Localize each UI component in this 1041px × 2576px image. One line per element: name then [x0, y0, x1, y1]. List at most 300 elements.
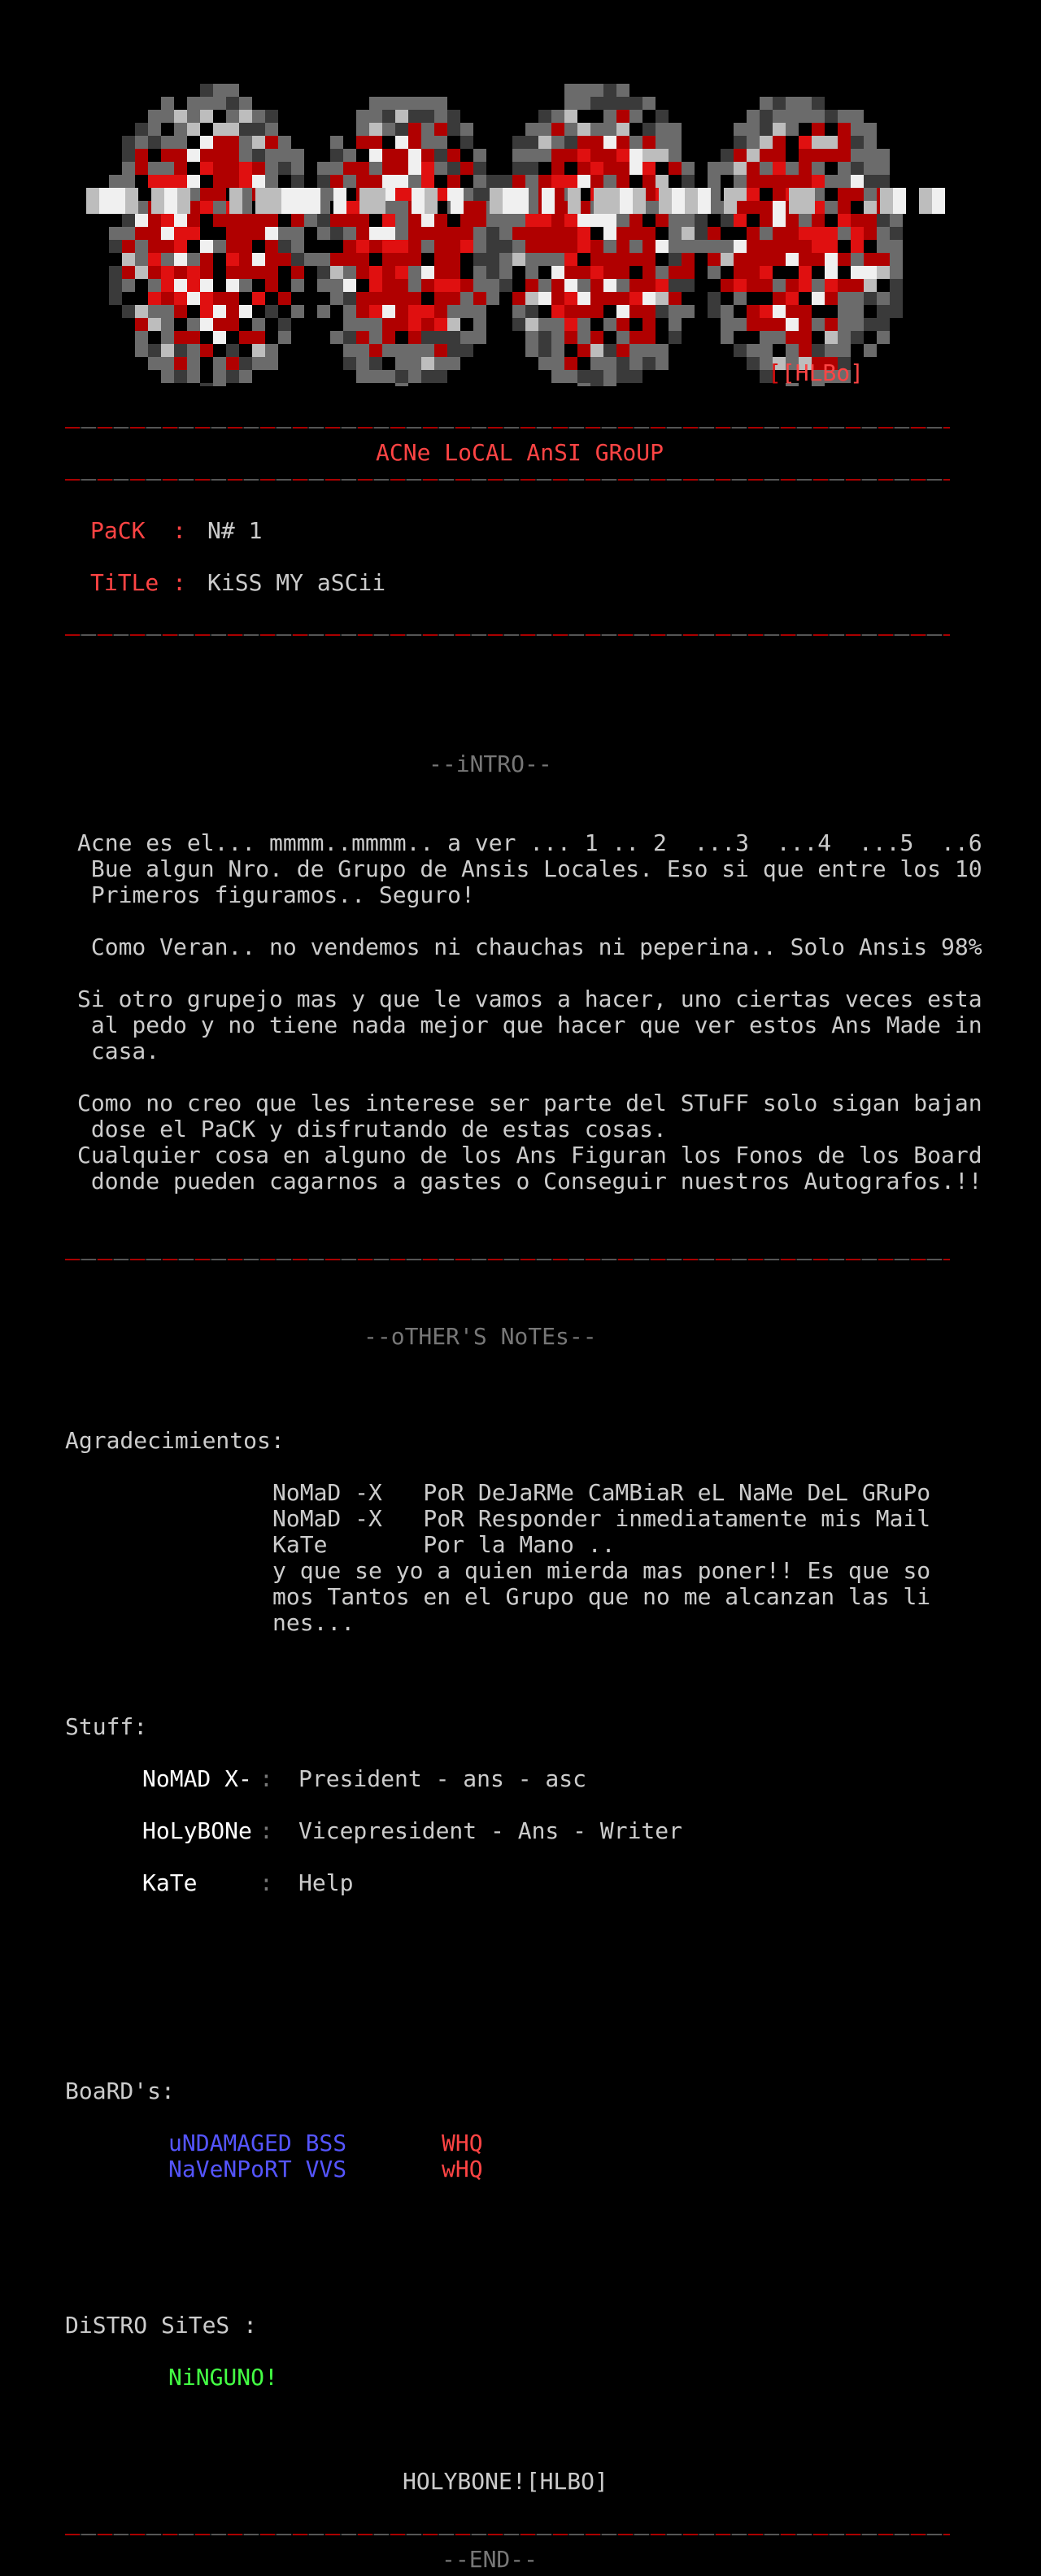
logo-pixel — [356, 331, 369, 344]
logo-pixel — [460, 292, 473, 305]
logo-pixel — [616, 97, 629, 110]
logo-pixel — [434, 357, 447, 370]
logo-pixel — [434, 370, 447, 383]
stuff-separator: : — [259, 1869, 273, 1896]
logo-pixel — [200, 344, 213, 357]
logo-pixel — [877, 292, 890, 305]
logo-pixel — [213, 84, 226, 97]
logo-pixel — [473, 188, 486, 201]
logo-pixel — [135, 266, 148, 279]
logo-pixel — [213, 318, 226, 331]
logo-pixel — [799, 279, 812, 292]
logo-pixel — [603, 318, 616, 331]
logo-pixel — [642, 162, 656, 175]
logo-pixel — [721, 331, 734, 344]
logo-pixel — [187, 266, 200, 279]
logo-pixel — [864, 136, 877, 149]
logo-pixel — [421, 357, 434, 370]
logo-pixel — [382, 123, 395, 136]
logo-pixel — [187, 344, 200, 357]
logo-pixel — [669, 162, 682, 175]
logo-pixel — [291, 149, 304, 162]
logo-pixel — [200, 136, 213, 149]
logo-pixel — [382, 253, 395, 266]
logo-pixel — [278, 318, 291, 331]
logo-pixel — [682, 305, 695, 318]
logo-pixel — [799, 266, 812, 279]
logo-pixel — [187, 123, 200, 136]
logo-pixel — [460, 227, 473, 240]
logo-pixel — [512, 214, 525, 227]
logo-pixel — [265, 110, 278, 123]
logo-pixel — [890, 292, 903, 305]
logo-pixel — [252, 331, 265, 344]
logo-pixel — [629, 110, 642, 123]
logo-pixel — [112, 188, 125, 214]
logo-pixel — [174, 292, 187, 305]
logo-pixel — [851, 188, 864, 201]
logo-pixel — [616, 123, 629, 136]
logo-pixel — [851, 175, 864, 188]
logo-pixel — [551, 292, 564, 305]
logo-pixel — [421, 344, 434, 357]
logo-pixel — [669, 331, 682, 344]
end-marker: --END-- — [442, 2546, 538, 2573]
logo-pixel — [616, 162, 629, 175]
logo-pixel — [642, 266, 656, 279]
acne-logo-art — [57, 45, 960, 386]
logo-pixel — [564, 123, 577, 136]
logo-pixel — [486, 292, 499, 305]
logo-pixel — [473, 240, 486, 253]
logo-pixel — [551, 344, 564, 357]
logo-pixel — [408, 318, 421, 331]
logo-pixel — [864, 175, 877, 188]
logo-pixel — [200, 266, 213, 279]
logo-pixel — [447, 292, 460, 305]
logo-pixel — [747, 357, 760, 370]
logo-pixel — [213, 175, 226, 188]
logo-pixel — [187, 331, 200, 344]
logo-pixel — [213, 97, 226, 110]
logo-pixel — [577, 97, 590, 110]
logo-pixel — [226, 253, 239, 266]
logo-pixel — [812, 253, 825, 266]
logo-pixel — [278, 162, 291, 175]
logo-pixel — [369, 331, 382, 344]
logo-pixel — [721, 305, 734, 318]
logo-pixel — [799, 240, 812, 253]
logo-pixel — [512, 227, 525, 240]
logo-pixel — [802, 188, 815, 214]
divider — [65, 427, 950, 429]
logo-pixel — [434, 344, 447, 357]
logo-pixel — [421, 331, 434, 344]
title-label-text: TiTLe : — [90, 569, 187, 596]
logo-pixel — [642, 123, 656, 136]
logo-pixel — [421, 162, 434, 175]
logo-pixel — [616, 344, 629, 357]
logo-pixel — [421, 136, 434, 149]
logo-pixel — [213, 214, 226, 227]
logo-pixel — [542, 188, 555, 214]
logo-pixel — [265, 149, 278, 162]
logo-pixel — [616, 357, 629, 370]
logo-pixel — [252, 344, 265, 357]
logo-pixel — [695, 214, 708, 227]
logo-pixel — [291, 240, 304, 253]
logo-pixel — [473, 214, 486, 227]
logo-pixel — [408, 136, 421, 149]
logo-pixel — [408, 149, 421, 162]
logo-pixel — [473, 201, 486, 214]
logo-pixel — [616, 266, 629, 279]
logo-pixel — [200, 305, 213, 318]
logo-pixel — [799, 344, 812, 357]
stuff-label: Stuff: — [65, 1713, 148, 1740]
logo-pixel — [851, 214, 864, 227]
logo-pixel — [408, 110, 421, 123]
logo-pixel — [551, 305, 564, 318]
logo-pixel — [174, 266, 187, 279]
logo-pixel — [447, 357, 460, 370]
logo-pixel — [372, 188, 385, 214]
logo-pixel — [838, 149, 851, 162]
logo-pixel — [499, 279, 512, 292]
logo-pixel — [486, 214, 499, 227]
logo-pixel — [174, 175, 187, 188]
logo-pixel — [252, 149, 265, 162]
logo-pixel — [239, 266, 252, 279]
logo-pixel — [932, 188, 945, 214]
group-title: ACNe LoCAL AnSI GRoUP — [376, 439, 664, 466]
logo-pixel — [200, 383, 213, 386]
logo-pixel — [616, 305, 629, 318]
logo-pixel — [226, 370, 239, 383]
logo-pixel — [447, 253, 460, 266]
logo-pixel — [161, 149, 174, 162]
logo-pixel — [760, 214, 773, 227]
logo-pixel — [187, 110, 200, 123]
logo-pixel — [590, 266, 603, 279]
logo-pixel — [838, 253, 851, 266]
logo-pixel — [125, 188, 138, 214]
logo-pixel — [747, 110, 760, 123]
logo-pixel — [812, 292, 825, 305]
logo-pixel — [200, 97, 213, 110]
logo-pixel — [187, 279, 200, 292]
logo-pixel — [682, 266, 695, 279]
logo-pixel — [109, 227, 122, 240]
distro-value: NiNGUNO! — [168, 2364, 278, 2391]
logo-pixel — [294, 188, 307, 214]
logo-pixel — [890, 214, 903, 227]
text-line: nes... — [272, 1609, 355, 1636]
logo-pixel — [148, 123, 161, 136]
logo-pixel — [252, 123, 265, 136]
logo-pixel — [786, 162, 799, 175]
logo-pixel — [734, 344, 747, 357]
logo-pixel — [447, 149, 460, 162]
logo-pixel — [851, 162, 864, 175]
logo-pixel — [343, 331, 356, 344]
title-value: KiSS MY aSCii — [207, 569, 386, 596]
logo-pixel — [669, 136, 682, 149]
logo-pixel — [669, 227, 682, 240]
logo-pixel — [538, 240, 551, 253]
logo-pixel — [434, 266, 447, 279]
logo-pixel — [538, 123, 551, 136]
logo-pixel — [382, 149, 395, 162]
logo-pixel — [356, 318, 369, 331]
logo-pixel — [356, 214, 369, 227]
logo-pixel — [864, 318, 877, 331]
logo-pixel — [395, 357, 408, 370]
logo-pixel — [174, 253, 187, 266]
logo-pixel — [369, 357, 382, 370]
logo-pixel — [278, 253, 291, 266]
intro-heading: --iNTRO-- — [429, 751, 552, 777]
logo-pixel — [838, 175, 851, 188]
logo-pixel — [486, 253, 499, 266]
logo-pixel — [330, 175, 343, 188]
logo-pixel — [200, 253, 213, 266]
logo-pixel — [682, 240, 695, 253]
logo-pixel — [747, 318, 760, 331]
logo-pixel — [721, 318, 734, 331]
logo-pixel — [773, 162, 786, 175]
logo-pixel — [568, 188, 581, 214]
logo-pixel — [551, 149, 564, 162]
logo-pixel — [799, 318, 812, 331]
logo-pixel — [616, 370, 629, 383]
logo-pixel — [265, 162, 278, 175]
logo-pixel — [369, 149, 382, 162]
logo-pixel — [317, 162, 330, 175]
logo-pixel — [265, 279, 278, 292]
logo-pixel — [447, 162, 460, 175]
logo-pixel — [473, 331, 486, 344]
logo-pixel — [864, 266, 877, 279]
logo-pixel — [265, 253, 278, 266]
logo-pixel — [252, 266, 265, 279]
logo-pixel — [525, 175, 538, 188]
stuff-role: Help — [298, 1869, 354, 1896]
logo-pixel — [213, 383, 226, 386]
logo-pixel — [642, 331, 656, 344]
logo-pixel — [577, 305, 590, 318]
logo-pixel — [122, 266, 135, 279]
logo-pixel — [226, 357, 239, 370]
logo-pixel — [122, 279, 135, 292]
logo-pixel — [760, 344, 773, 357]
logo-pixel — [252, 214, 265, 227]
logo-pixel — [603, 383, 616, 386]
logo-pixel — [395, 136, 408, 149]
logo-pixel — [161, 162, 174, 175]
logo-pixel — [564, 175, 577, 188]
logo-pixel — [525, 279, 538, 292]
logo-pixel — [590, 84, 603, 97]
logo-pixel — [408, 123, 421, 136]
logo-pixel — [734, 292, 747, 305]
logo-pixel — [564, 279, 577, 292]
logo-pixel — [135, 344, 148, 357]
logo-pixel — [135, 149, 148, 162]
logo-pixel — [799, 149, 812, 162]
logo-pixel — [434, 162, 447, 175]
logo-pixel — [395, 305, 408, 318]
logo-pixel — [838, 279, 851, 292]
logo-pixel — [698, 188, 711, 214]
logo-pixel — [291, 253, 304, 266]
logo-pixel — [629, 240, 642, 253]
logo-pixel — [161, 240, 174, 253]
text-line: Si otro grupejo mas y que le vamos a hacer, uno ciertas veces esta — [77, 986, 982, 1012]
logo-pixel — [577, 214, 590, 227]
logo-pixel — [590, 162, 603, 175]
logo-pixel — [642, 279, 656, 292]
logo-pixel — [893, 188, 906, 214]
logo-pixel — [577, 240, 590, 253]
logo-pixel — [747, 136, 760, 149]
logo-pixel — [434, 253, 447, 266]
logo-pixel — [408, 344, 421, 357]
logo-pixel — [382, 175, 395, 188]
divider — [65, 1259, 950, 1260]
logo-pixel — [551, 370, 564, 383]
logo-pixel — [890, 279, 903, 292]
logo-pixel — [408, 175, 421, 188]
logo-pixel — [122, 136, 135, 149]
logo-pixel — [838, 110, 851, 123]
logo-pixel — [516, 188, 529, 214]
logo-pixel — [109, 240, 122, 253]
logo-pixel — [551, 123, 564, 136]
logo-pixel — [877, 227, 890, 240]
logo-pixel — [786, 175, 799, 188]
logo-pixel — [447, 318, 460, 331]
logo-pixel — [603, 149, 616, 162]
logo-pixel — [786, 227, 799, 240]
logo-pixel — [226, 136, 239, 149]
logo-pixel — [825, 240, 838, 253]
logo-pixel — [499, 175, 512, 188]
logo-pixel — [890, 266, 903, 279]
pack-label-text: PaCK : — [90, 517, 187, 544]
logo-pixel — [434, 318, 447, 331]
logo-pixel — [343, 357, 356, 370]
text-line: Bue algun Nro. de Grupo de Ansis Locales. Eso si que entre los 10 — [77, 855, 982, 882]
logo-pixel — [864, 253, 877, 266]
logo-pixel — [773, 175, 786, 188]
logo-pixel — [499, 253, 512, 266]
logo-pixel — [747, 162, 760, 175]
logo-pixel — [773, 110, 786, 123]
logo-pixel — [603, 162, 616, 175]
logo-pixel — [525, 162, 538, 175]
logo-pixel — [486, 240, 499, 253]
logo-pixel — [525, 266, 538, 279]
logo-pixel — [682, 214, 695, 227]
logo-pixel — [265, 357, 278, 370]
logo-pixel — [577, 370, 590, 383]
logo-pixel — [642, 149, 656, 162]
logo-pixel — [616, 240, 629, 253]
logo-pixel — [278, 149, 291, 162]
logo-pixel — [747, 188, 760, 201]
logo-pixel — [239, 110, 252, 123]
logo-pixel — [395, 110, 408, 123]
logo-pixel — [864, 123, 877, 136]
logo-pixel — [395, 162, 408, 175]
logo-pixel — [395, 383, 408, 386]
logo-pixel — [460, 279, 473, 292]
logo-pixel — [812, 279, 825, 292]
text-line: al pedo y no tiene nada mejor que hacer que ver estos Ans Made in — [77, 1012, 982, 1038]
logo-pixel — [343, 162, 356, 175]
logo-pixel — [590, 279, 603, 292]
logo-pixel — [682, 162, 695, 175]
logo-pixel — [760, 201, 773, 214]
board-name: NaVeNPoRT VVS — [168, 2156, 347, 2182]
logo-pixel — [177, 188, 190, 214]
logo-pixel — [525, 149, 538, 162]
logo-pixel — [369, 136, 382, 149]
logo-pixel — [773, 123, 786, 136]
logo-pixel — [682, 253, 695, 266]
logo-pixel — [603, 344, 616, 357]
logo-pixel — [278, 331, 291, 344]
logo-pixel — [434, 214, 447, 227]
logo-pixel — [603, 292, 616, 305]
logo-pixel — [538, 357, 551, 370]
logo-pixel — [786, 318, 799, 331]
logo-pixel — [239, 279, 252, 292]
logo-pixel — [512, 253, 525, 266]
logo-pixel — [564, 136, 577, 149]
logo-pixel — [825, 279, 838, 292]
logo-pixel — [408, 305, 421, 318]
logo-pixel — [864, 162, 877, 175]
logo-pixel — [799, 305, 812, 318]
logo-pixel — [564, 149, 577, 162]
logo-pixel — [265, 305, 278, 318]
logo-pixel — [395, 344, 408, 357]
logo-pixel — [148, 253, 161, 266]
logo-pixel — [708, 305, 721, 318]
logo-pixel — [421, 318, 434, 331]
logo-pixel — [161, 357, 174, 370]
logo-pixel — [877, 266, 890, 279]
logo-pixel — [135, 214, 148, 227]
logo-pixel — [656, 149, 669, 162]
logo-pixel — [812, 240, 825, 253]
logo-pixel — [616, 279, 629, 292]
logo-pixel — [226, 97, 239, 110]
logo-pixel — [174, 331, 187, 344]
logo-pixel — [551, 279, 564, 292]
logo-pixel — [642, 227, 656, 240]
logo-pixel — [408, 279, 421, 292]
logo-pixel — [226, 240, 239, 253]
logo-pixel — [734, 162, 747, 175]
logo-pixel — [838, 305, 851, 318]
logo-pixel — [395, 227, 408, 240]
logo-pixel — [148, 357, 161, 370]
logo-pixel — [642, 318, 656, 331]
logo-pixel — [382, 227, 395, 240]
